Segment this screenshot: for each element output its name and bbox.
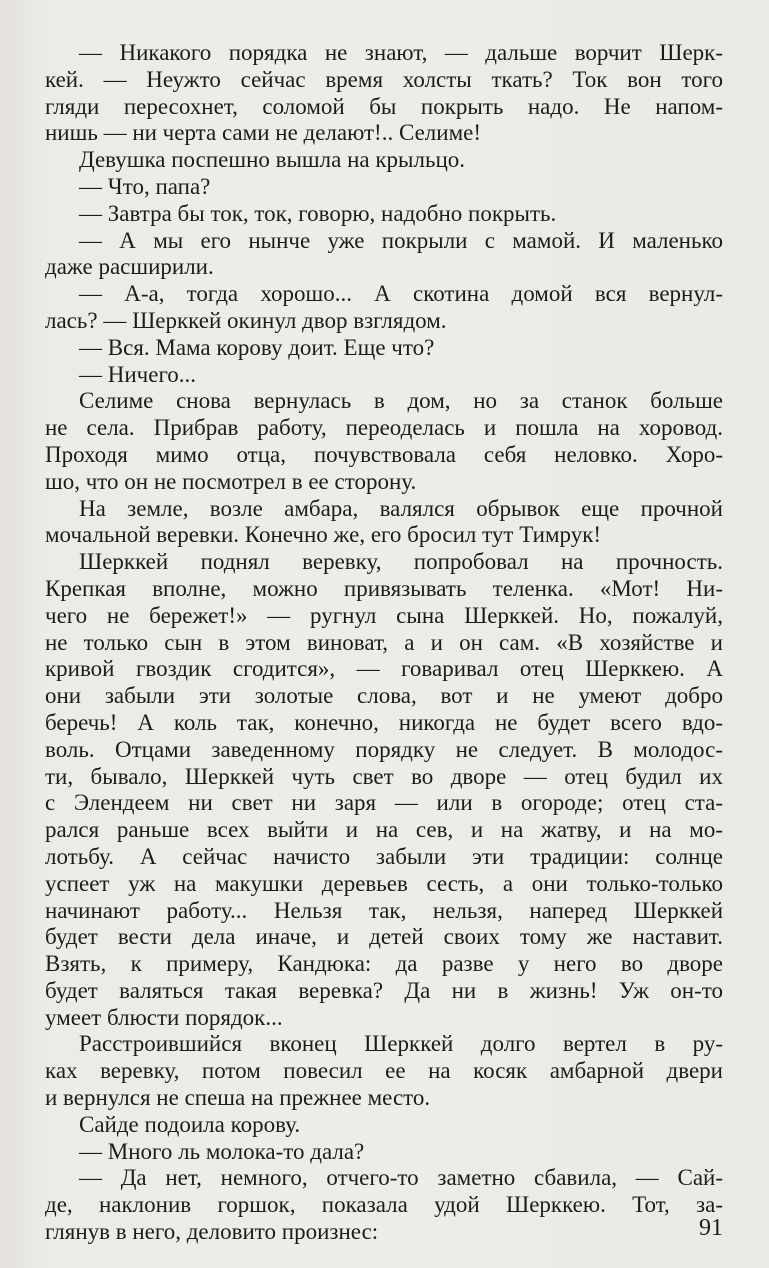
text-line: успеет уж на макушки деревьев сесть, а они только-только (45, 870, 723, 896)
text-line: мочальной веревки. Конечно же, его бросил тут Тимрук! (45, 522, 602, 548)
text-line: Девушка поспешно вышла на крыльцо. (79, 147, 466, 173)
text-line: чего не бережет!» — ругнул сына Шерккей. Но, пожалуй, (45, 602, 723, 628)
text-line: глянув в него, деловито произнес: (45, 1219, 379, 1245)
page-number: 91 (699, 1215, 723, 1241)
text-line: ти, бывало, Шерккей чуть свет во дворе — отец будил их (45, 763, 723, 789)
text-line: с Элендеем ни свет ни заря — или в огороде; отец ста- (45, 790, 723, 816)
text-line: умеет блюсти порядок... (45, 1004, 283, 1030)
text-line: де, наклонив горшок, показала удой Шерккею. Тот, за- (45, 1192, 723, 1218)
text-line: кривой гвоздик сгодится», — говаривал отец Шерккею. А (45, 656, 723, 682)
text-line: они забыли эти золотые слова, вот и не умеют добро (45, 683, 723, 709)
text-line: начинают работу... Нельзя так, нельзя, наперед Шерккей (45, 897, 723, 923)
text-line: лась? — Шерккей окинул двор взглядом. (45, 307, 447, 333)
text-line: — Вся. Мама корову доит. Еще что? (79, 334, 435, 360)
text-line: — Да нет, немного, отчего-то заметно сбавила, — Сай- (79, 1165, 723, 1191)
text-line: и вернулся не спеша на прежнее место. (45, 1085, 431, 1111)
text-line: кей. — Неужто сейчас время холсты ткать? Ток вон того (45, 66, 723, 92)
text-line: Взять, к примеру, Кандюка: да разве у него во дворе (45, 951, 723, 977)
body-text (45, 40, 723, 1246)
text-line: даже расширили. (45, 254, 214, 280)
text-line: будет валяться такая веревка? Да ни в жизнь! Уж он-то (45, 977, 723, 1003)
text-line: — Никакого порядка не знают, — дальше ворчит Шерк- (79, 40, 723, 65)
text-line: рался раньше всех выйти и на сев, и на жатву, и на мо- (45, 817, 723, 843)
text-line: воль. Отцами заведенному порядку не следует. В молодос- (45, 736, 723, 762)
text-line: Сайде подоила корову. (79, 1111, 301, 1137)
text-line: — Ничего... (79, 361, 197, 387)
text-line: — А мы его нынче уже покрыли с мамой. И маленько (79, 227, 723, 253)
text-line: — А-а, тогда хорошо... А скотина домой вся вернул- (79, 281, 723, 307)
text-line: — Много ль молока-то дала? (79, 1138, 365, 1164)
text-line: Проходя мимо отца, почувствовала себя неловко. Хоро- (45, 441, 723, 467)
text-line: нишь — ни черта сами не делают!.. Селиме! (45, 120, 482, 146)
text-line: шо, что он не посмотрел в ее сторону. (45, 468, 417, 494)
text-line: Шерккей поднял веревку, попробовал на прочность. (79, 549, 723, 575)
text-line: — Завтра бы ток, ток, говорю, надобно покрыть. (79, 200, 557, 226)
text-line: не села. Прибрав работу, переоделась и пошла на хоровод. (45, 415, 723, 441)
text-line: ках веревку, потом повесил ее на косяк амбарной двери (45, 1058, 723, 1084)
text-line: гляди пересохнет, соломой бы покрыть надо. Не напом- (45, 93, 723, 119)
text-line: — Что, папа? (79, 173, 211, 199)
text-line: Крепкая вполне, можно привязывать теленка. «Мот! Ни- (45, 575, 723, 601)
text-line: не только сын в этом виноват, а и он сам. «В хозяйстве и (45, 629, 723, 655)
text-line: Селиме снова вернулась в дом, но за станок больше (79, 388, 723, 414)
text-line: беречь! А коль так, конечно, никогда не будет всего вдо- (45, 709, 723, 735)
text-line: На земле, возле амбара, валялся обрывок еще прочной (79, 495, 723, 521)
text-line: будет вести дела иначе, и детей своих тому же наставит. (45, 924, 723, 950)
text-line: лотьбу. А сейчас начисто забыли эти традиции: солнце (45, 843, 723, 869)
text-line: Расстроившийся вконец Шерккей долго вертел в ру- (79, 1031, 723, 1057)
